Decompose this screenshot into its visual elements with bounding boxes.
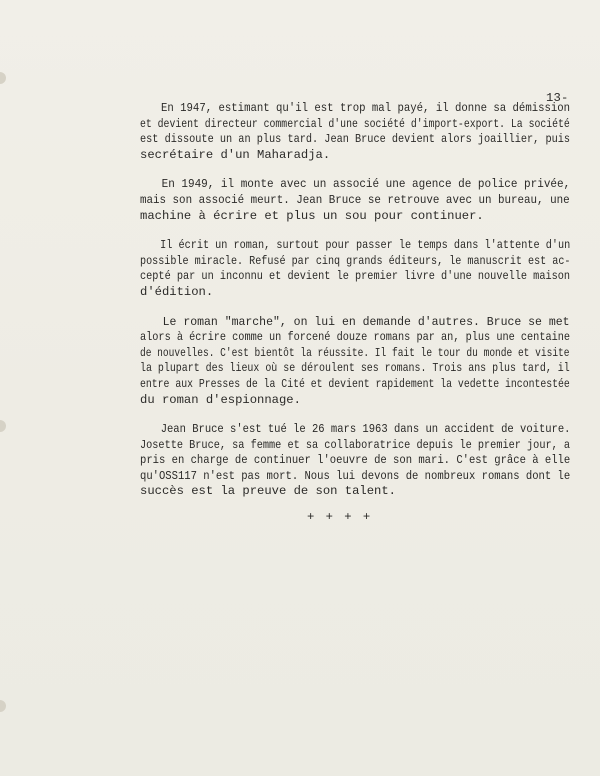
text-line: et devient directeur commercial d'une société d'import-export. La société <box>140 116 570 131</box>
paragraph <box>140 422 570 500</box>
page-number: 13- <box>546 91 569 105</box>
paragraph <box>140 238 570 300</box>
text-line: pris en charge de continuer l'oeuvre de son mari. C'est grâce à elle <box>140 453 571 468</box>
text-line: succès est la preuve de son talent. <box>140 484 396 499</box>
binding-hole <box>0 700 6 712</box>
text-line: est dissoute un an plus tard. Jean Bruce devient alors joaillier, puis <box>140 132 571 147</box>
text-line: secrétaire d'un Maharadja. <box>140 147 331 162</box>
text-line: d'édition. <box>140 284 214 299</box>
text-line: qu'OSS117 n'est pas mort. Nous lui devons de nombreux romans dont le <box>140 468 571 483</box>
binding-hole <box>0 420 6 432</box>
body-text <box>140 101 570 514</box>
text-line: cepté par un inconnu et devient le premier livre d'une nouvelle maison <box>140 269 571 284</box>
text-line: En 1949, il monte avec un associé une agence de police privée, <box>161 177 571 192</box>
binding-hole <box>0 72 6 84</box>
text-line: En 1947, estimant qu'il est trop mal payé, il donne sa démission <box>160 101 571 115</box>
text-line: possible miracle. Refusé par cinq grands éditeurs, le manuscrit est ac- <box>140 253 571 268</box>
text-line: Le roman "marche", on lui en demande d'autres. Bruce se met <box>162 314 570 329</box>
text-line: Jean Bruce s'est tué le 26 mars 1963 dans un accident de voiture. <box>160 422 571 437</box>
paragraph <box>140 315 570 409</box>
text-line: Josette Bruce, sa femme et sa collaboratrice depuis le premier jour, a <box>140 437 571 452</box>
paragraph <box>140 177 570 224</box>
text-line: entre aux Presses de la Cité et devient rapidement la vedette incontestée <box>140 376 570 391</box>
text-line: du roman d'espionnage. <box>140 392 301 407</box>
text-line: machine à écrire et plus un sou pour continuer. <box>140 208 484 223</box>
text-line: la plupart des lieux où se déroulent ses romans. Trois ans plus tard, il <box>140 361 570 376</box>
paragraph <box>140 101 570 163</box>
text-line: de nouvelles. C'est bientôt la réussite. Il fait le tour du monde et visite <box>140 345 570 360</box>
section-separator: + + + + <box>307 510 373 524</box>
text-line: Il écrit un roman, surtout pour passer le temps dans l'attente d'un <box>160 238 571 253</box>
text-line: alors à écrire comme un forcené douze romans par an, plus une centaine <box>140 330 571 345</box>
text-line: mais son associé meurt. Jean Bruce se retrouve avec un bureau, une <box>140 192 570 207</box>
